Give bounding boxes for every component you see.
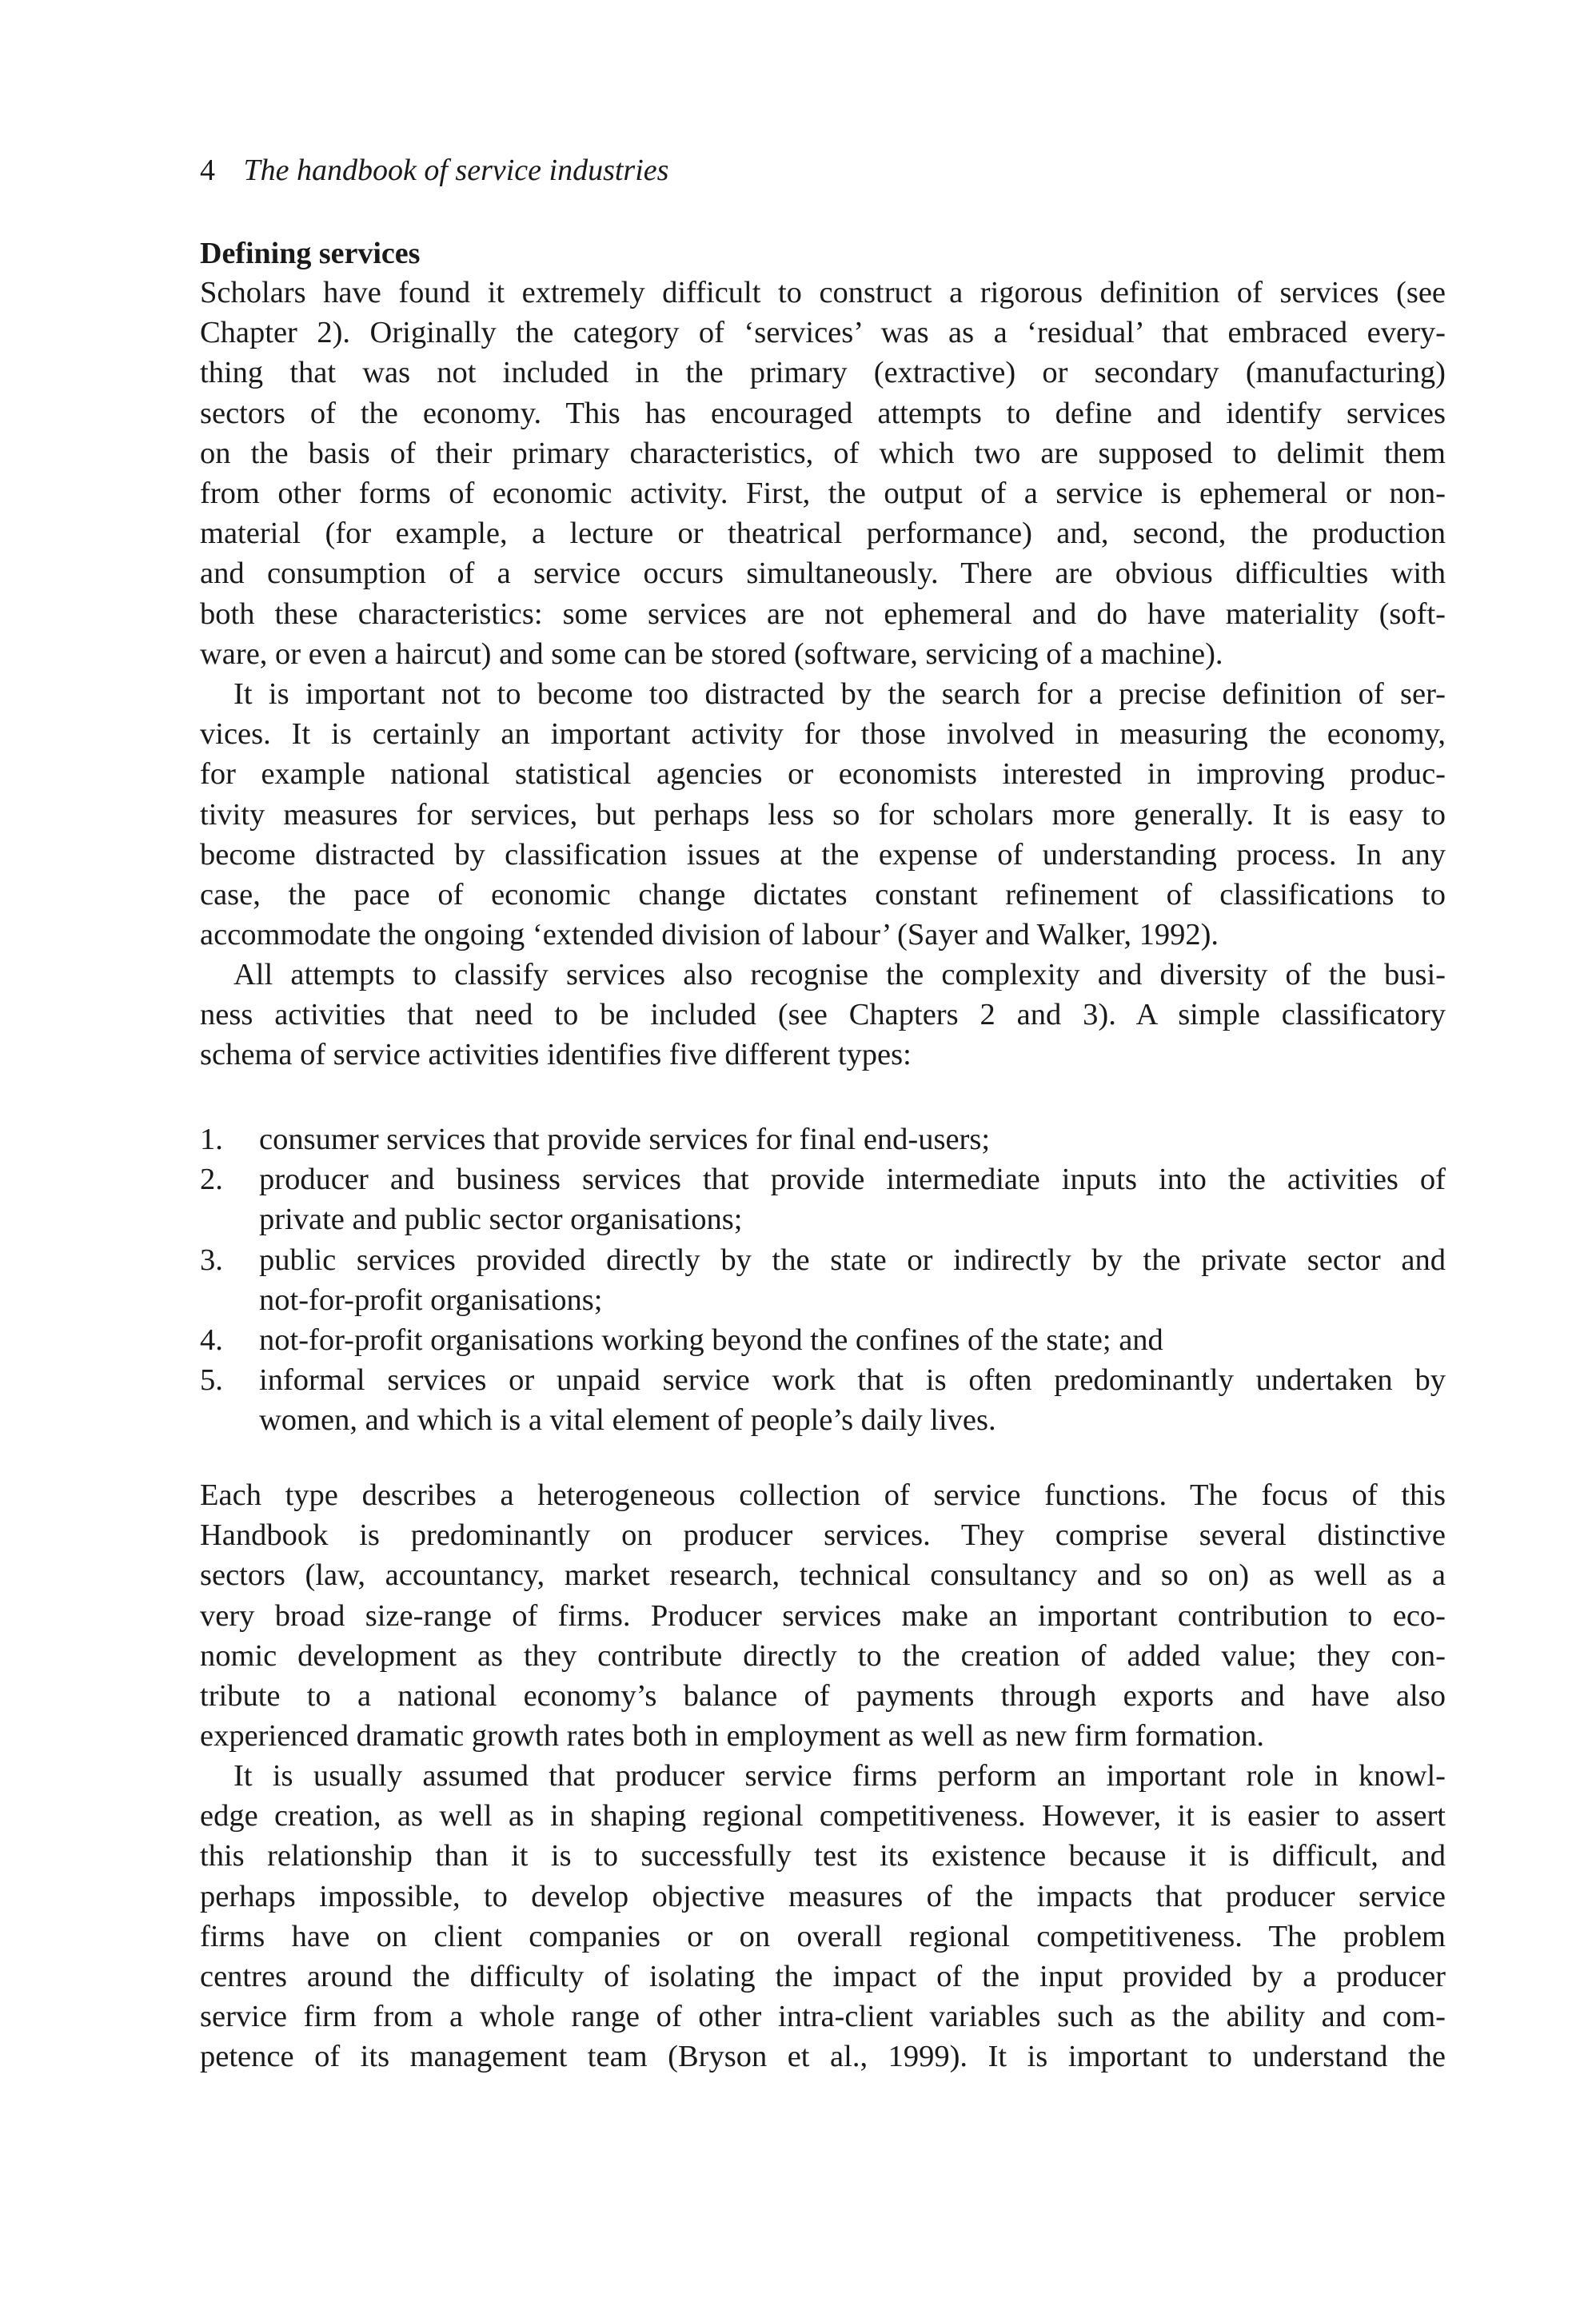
page-number: 4 <box>200 154 215 187</box>
list-item <box>200 1360 1446 1440</box>
section-heading: Defining services <box>200 237 421 270</box>
text-line: on the basis of their primary characteristics, of which two are supposed to delimit them <box>200 436 1446 470</box>
text-line: vices. It is certainly an important activity for those involved in measuring the economy, <box>200 717 1446 752</box>
paragraph-2 <box>200 674 1446 955</box>
text-line: perhaps impossible, to develop objective measures of the impacts that producer service <box>200 1879 1446 1913</box>
list-text: consumer services that provide services for final end-users; <box>259 1123 991 1156</box>
text-line: service firm from a whole range of other intra-client variables such as the ability and com- <box>200 2000 1446 2034</box>
text-line: case, the pace of economic change dictates constant refinement of classifications to <box>200 877 1446 912</box>
paragraph-1 <box>200 273 1446 674</box>
text-line: for example national statistical agencies or economists interested in improving produc- <box>200 757 1446 792</box>
list-item <box>200 1159 1446 1239</box>
text-line: very broad size-range of firms. Producer services make an important contribution to eco- <box>200 1598 1446 1633</box>
list-number: 3. <box>200 1243 223 1277</box>
text-line: centres around the difficulty of isolating the impact of the input provided by a producer <box>200 1959 1446 1993</box>
text-line: Handbook is predominantly on producer services. They comprise several distinctive <box>200 1518 1446 1553</box>
paragraph-5 <box>200 1756 1446 2077</box>
text-line: thing that was not included in the primary (extractive) or secondary (manufacturing) <box>200 356 1446 390</box>
text-line: both these characteristics: some services are not ephemeral and do have materiality (soft- <box>200 596 1446 631</box>
text-line: accommodate the ongoing ‘extended division of labour’ (Sayer and Walker, 1992). <box>200 918 1219 952</box>
text-line: ness activities that need to be included (see Chapters 2 and 3). A simple classificatory <box>200 998 1446 1032</box>
list-number: 1. <box>200 1123 223 1156</box>
list-item <box>200 1320 1446 1360</box>
text-line: schema of service activities identifies five different types: <box>200 1038 912 1072</box>
list-item <box>200 1119 1446 1159</box>
text-line: ware, or even a haircut) and some can be stored (software, servicing of a machine). <box>200 636 1223 671</box>
text-line: firms have on client companies or on overall regional competitiveness. The problem <box>200 1919 1446 1953</box>
text-line: sectors (law, accountancy, market research, technical consultancy and so on) as well as a <box>200 1558 1446 1593</box>
text-line: from other forms of economic activity. First, the output of a service is ephemeral or non- <box>200 476 1446 510</box>
text-line: All attempts to classify services also recognise the complexity and diversity of the busi- <box>233 958 1446 991</box>
text-line: petence of its management team (Bryson et al., 1999). It is important to understand the <box>200 2040 1446 2074</box>
book-title: The handbook of service industries <box>243 154 669 187</box>
list-text: not-for-profit organisations; <box>259 1283 603 1317</box>
list-text: public services provided directly by the state or indirectly by the private sector and <box>259 1243 1446 1277</box>
list-text: private and public sector organisations; <box>259 1203 743 1237</box>
text-line: It is usually assumed that producer service firms perform an important role in knowl- <box>233 1759 1446 1793</box>
text-line: Scholars have found it extremely difficult to construct a rigorous definition of services (see <box>200 276 1446 309</box>
text-line: experienced dramatic growth rates both in employment as well as new firm formation. <box>200 1719 1265 1753</box>
paragraph-4 <box>200 1475 1446 1756</box>
list-number: 2. <box>200 1163 223 1197</box>
list-item <box>200 1240 1446 1320</box>
paragraph-3 <box>200 955 1446 1075</box>
numbered-list <box>200 1119 1446 1441</box>
list-text: producer and business services that provide intermediate inputs into the activities of <box>259 1163 1446 1197</box>
text-line: tribute to a national economy’s balance of payments through exports and have also <box>200 1678 1446 1713</box>
list-number: 5. <box>200 1363 223 1398</box>
list-number: 4. <box>200 1323 223 1357</box>
text-line: this relationship than it is to successfully test its existence because it is difficult, and <box>200 1839 1446 1873</box>
text-line: nomic development as they contribute directly to the creation of added value; they con- <box>200 1638 1446 1673</box>
text-line: It is important not to become too distracted by the search for a precise definition of ser- <box>233 677 1446 711</box>
text-line: become distracted by classification issues at the expense of understanding process. In any <box>200 837 1446 872</box>
list-text: informal services or unpaid service work that is often predominantly undertaken by <box>259 1363 1446 1398</box>
text-line: edge creation, as well as in shaping regional competitiveness. However, it is easier to assert <box>200 1799 1446 1833</box>
running-head <box>200 150 668 190</box>
text-line: tivity measures for services, but perhaps less so for scholars more generally. It is easy to <box>200 797 1446 832</box>
text-line: Chapter 2). Originally the category of ‘services’ was as a ‘residual’ that embraced every- <box>200 316 1446 350</box>
text-line: material (for example, a lecture or theatrical performance) and, second, the production <box>200 517 1446 551</box>
text-line: Each type describes a heterogeneous collection of service functions. The focus of this <box>200 1478 1446 1512</box>
list-text: not-for-profit organisations working beyond the confines of the state; and <box>259 1323 1163 1357</box>
text-line: and consumption of a service occurs simultaneously. There are obvious difficulties with <box>200 557 1446 591</box>
list-text: women, and which is a vital element of people’s daily lives. <box>259 1403 996 1438</box>
text-line: sectors of the economy. This has encouraged attempts to define and identify services <box>200 396 1446 430</box>
